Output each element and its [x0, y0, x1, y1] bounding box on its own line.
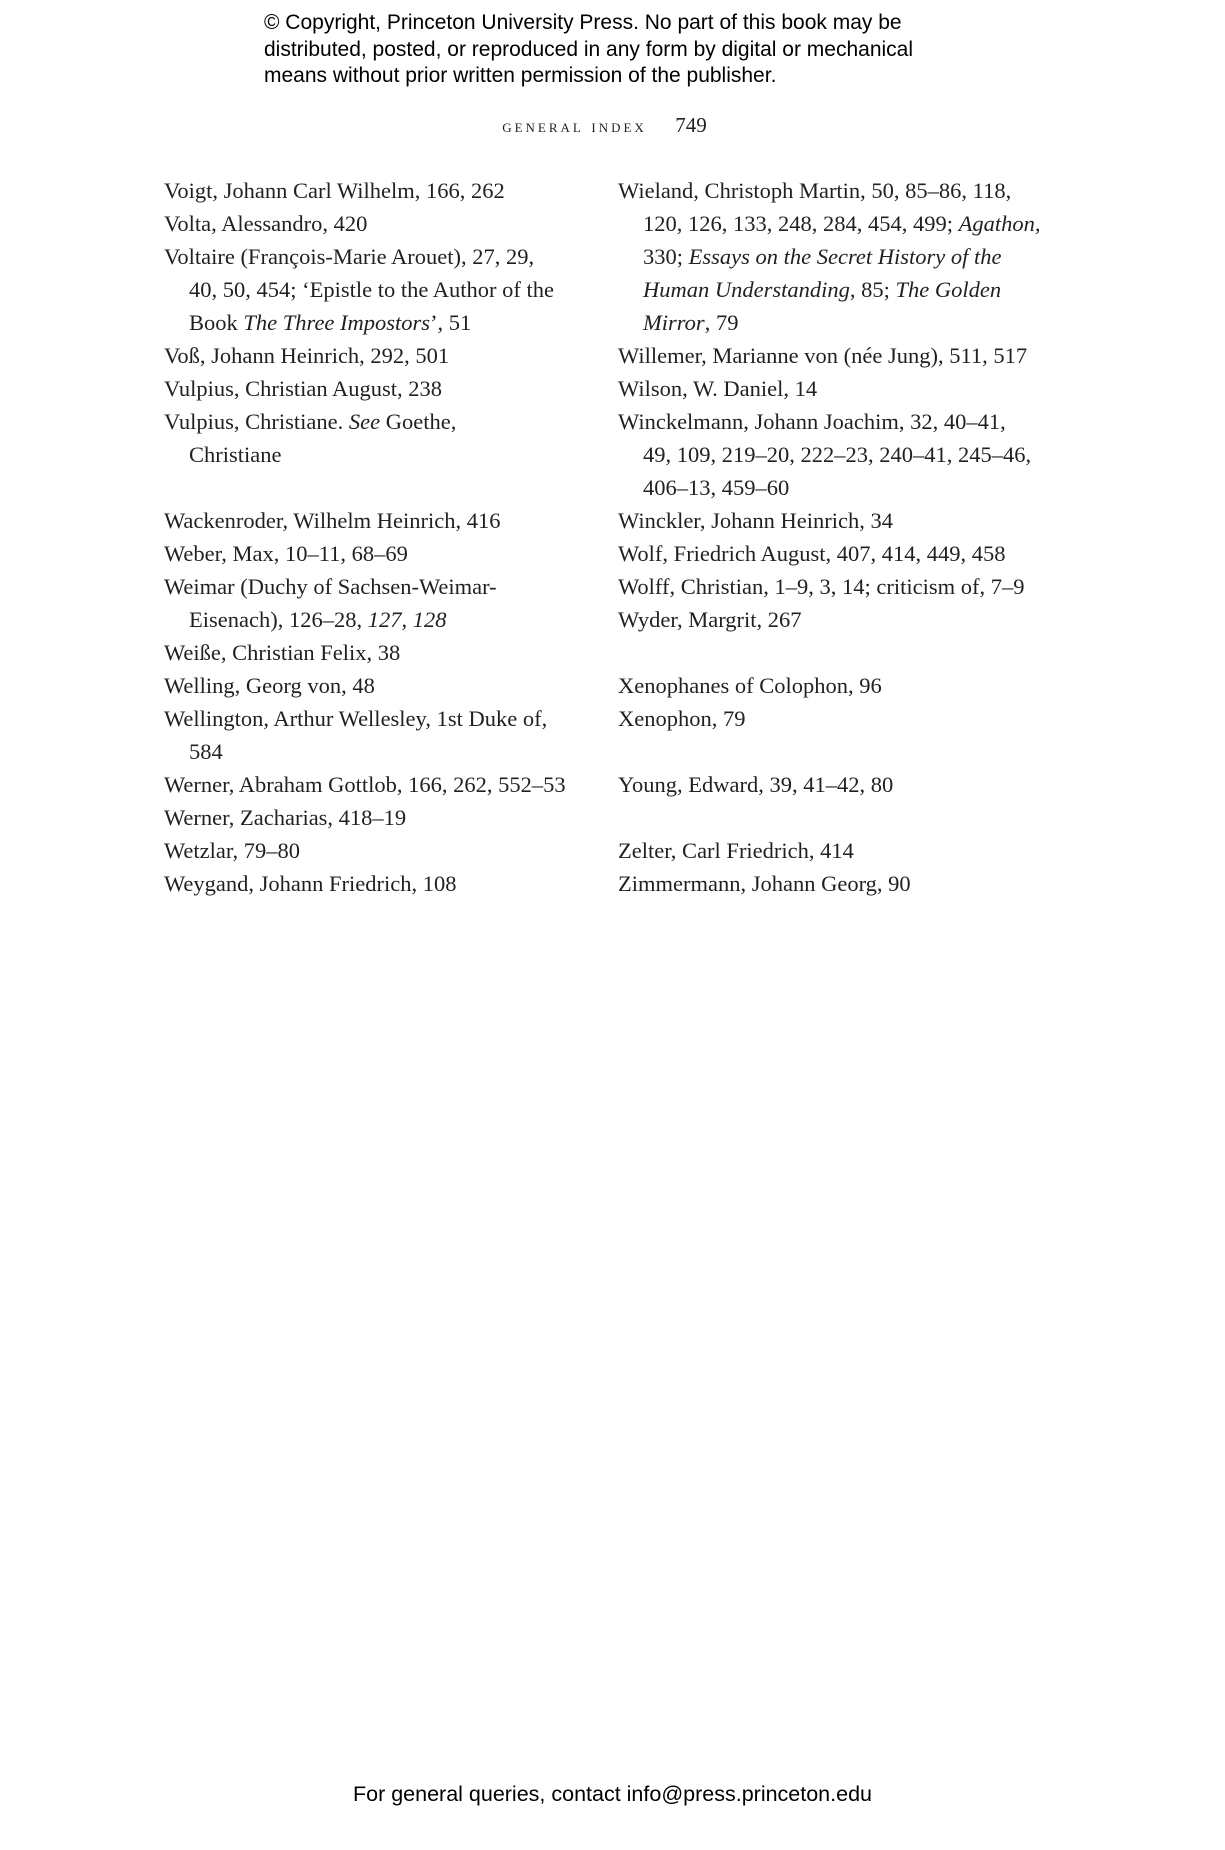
letter-group-gap	[618, 801, 1058, 834]
index-entry-text: Weygand, Johann Friedrich, 108	[164, 871, 457, 896]
index-entry-text: Goethe,	[380, 409, 457, 434]
index-entry-xenophanes	[618, 669, 1058, 702]
index-entry-volta	[164, 207, 594, 240]
index-entry-winckelmann	[618, 405, 1058, 504]
index-entry-continuation: 40, 50, 454; ‘Epistle to the Author of the	[189, 277, 554, 302]
index-entry-text: ’, 51	[430, 310, 472, 335]
copyright-line: distributed, posted, or reproduced in any form by digital or mechanical	[264, 37, 914, 61]
index-entry-title-italic: The Golden	[895, 277, 1002, 302]
index-entry-zimmermann	[618, 867, 1058, 900]
page-number: 749	[675, 113, 707, 137]
index-entry-text: Wolf, Friedrich August, 407, 414, 449, 458	[618, 541, 1006, 566]
index-entry-continuation: 584	[189, 739, 223, 764]
index-entry-voss	[164, 339, 594, 372]
index-entry-text: Werner, Zacharias, 418–19	[164, 805, 407, 830]
index-entry-continuation	[164, 306, 594, 339]
index-entry-text: Book	[189, 310, 244, 335]
index-entry-text: Xenophon, 79	[618, 706, 746, 731]
index-entry-continuation	[164, 603, 594, 636]
index-entry-werner-zacharias	[164, 801, 594, 834]
running-head	[0, 113, 1225, 138]
index-entry-wyder	[618, 603, 1058, 636]
index-entry-text: Wackenroder, Wilhelm Heinrich, 416	[164, 508, 501, 533]
index-entry-text: Welling, Georg von, 48	[164, 673, 375, 698]
index-entry-weimar	[164, 570, 594, 636]
index-entry-text: Voigt, Johann Carl Wilhelm, 166, 262	[164, 178, 505, 203]
index-entry-text: Voltaire (François-Marie Arouet), 27, 29,	[164, 244, 535, 269]
index-entry-werner-abraham	[164, 768, 594, 801]
index-entry-text: 120, 126, 133, 248, 284, 454, 499;	[643, 211, 959, 236]
index-entry-text: Xenophanes of Colophon, 96	[618, 673, 882, 698]
index-entry-text: Voß, Johann Heinrich, 292, 501	[164, 343, 450, 368]
index-entry-continuation	[618, 306, 1058, 339]
index-entry-continuation	[618, 240, 1058, 273]
index-entry-weisse	[164, 636, 594, 669]
index-entry-wilson	[618, 372, 1058, 405]
index-entry-text: Zelter, Carl Friedrich, 414	[618, 838, 854, 863]
index-entry-text: Wolff, Christian, 1–9, 3, 14; criticism of, 7–9	[618, 574, 1025, 599]
index-entry-text: Wilson, W. Daniel, 14	[618, 376, 818, 401]
index-entry-zelter	[618, 834, 1058, 867]
index-entry-weygand	[164, 867, 594, 900]
index-entry-voigt	[164, 174, 594, 207]
index-entry-text: Zimmermann, Johann Georg, 90	[618, 871, 911, 896]
letter-group-gap	[618, 735, 1058, 768]
index-entry-winckler	[618, 504, 1058, 537]
index-entry-title-italic: Agathon,	[958, 211, 1041, 236]
index-column-right	[618, 174, 1058, 900]
index-entry-welling	[164, 669, 594, 702]
index-entry-title-italic: Mirror	[643, 310, 705, 335]
index-entry-text: 330;	[643, 244, 689, 269]
index-entry-text: Weber, Max, 10–11, 68–69	[164, 541, 408, 566]
index-entry-wolf	[618, 537, 1058, 570]
index-entry-text: , 79	[704, 310, 739, 335]
index-entry-text: Weiße, Christian Felix, 38	[164, 640, 401, 665]
index-entry-wolff	[618, 570, 1058, 603]
copyright-line: © Copyright, Princeton University Press. No part of this book may be	[264, 11, 902, 34]
index-entry-vulpius-christian-august	[164, 372, 594, 405]
index-entry-title-italic: Essays on the Secret History of the	[688, 244, 1002, 269]
index-entry-wellington	[164, 702, 594, 768]
index-entry-title-italic: Human Understanding	[643, 277, 850, 302]
index-entry-text: , 85;	[849, 277, 896, 302]
footer-contact: For general queries, contact info@press.princeton.edu	[352, 1782, 872, 1806]
index-entry-text: Winckler, Johann Heinrich, 34	[618, 508, 893, 533]
index-entry-willemer	[618, 339, 1058, 372]
index-entry-text: Winckelmann, Johann Joachim, 32, 40–41,	[618, 409, 1006, 434]
running-head-title: general index	[502, 116, 647, 136]
index-entry-xenophon	[618, 702, 1058, 735]
index-entry-title-italic: The Three Impostors	[243, 310, 431, 335]
index-entry-weber	[164, 537, 594, 570]
index-entry-text: Willemer, Marianne von (née Jung), 511, 517	[618, 343, 1028, 368]
index-entry-continuation: 406–13, 459–60	[643, 475, 790, 500]
index-entry-continuation	[618, 207, 1058, 240]
index-entry-text: Eisenach), 126–28,	[189, 607, 368, 632]
index-entry-line	[164, 405, 594, 438]
index-entry-text: Wieland, Christoph Martin, 50, 85–86, 118,	[618, 178, 1012, 203]
index-entry-text: Werner, Abraham Gottlob, 166, 262, 552–53	[164, 772, 566, 797]
index-entry-text: Young, Edward, 39, 41–42, 80	[618, 772, 894, 797]
copyright-notice	[264, 10, 984, 90]
index-entry-voltaire	[164, 240, 594, 339]
index-entry-illustration-pages: 127, 128	[367, 607, 447, 632]
index-entry-text: Wellington, Arthur Wellesley, 1st Duke of,	[164, 706, 548, 731]
index-entry-text: Weimar (Duchy of Sachsen-Weimar-	[164, 574, 497, 599]
index-entry-text: Wyder, Margrit, 267	[618, 607, 802, 632]
index-entry-young	[618, 768, 1058, 801]
index-entry-wieland	[618, 174, 1058, 339]
index-entry-wetzlar	[164, 834, 594, 867]
letter-group-gap	[164, 471, 594, 504]
letter-group-gap	[618, 636, 1058, 669]
index-column-left	[164, 174, 594, 900]
index-entry-vulpius-christiane	[164, 405, 594, 471]
index-entry-continuation: Christiane	[189, 442, 282, 467]
index-entry-text: Vulpius, Christiane.	[164, 409, 349, 434]
index-entry-wackenroder	[164, 504, 594, 537]
copyright-line: means without prior written permission of the publisher.	[264, 64, 777, 87]
index-entry-continuation: 49, 109, 219–20, 222–23, 240–41, 245–46,	[643, 442, 1032, 467]
see-reference: See	[348, 409, 381, 434]
index-entry-text: Wetzlar, 79–80	[164, 838, 300, 863]
index-entry-text: Vulpius, Christian August, 238	[164, 376, 443, 401]
index-entry-text: Volta, Alessandro, 420	[164, 211, 368, 236]
index-entry-continuation	[618, 273, 1058, 306]
